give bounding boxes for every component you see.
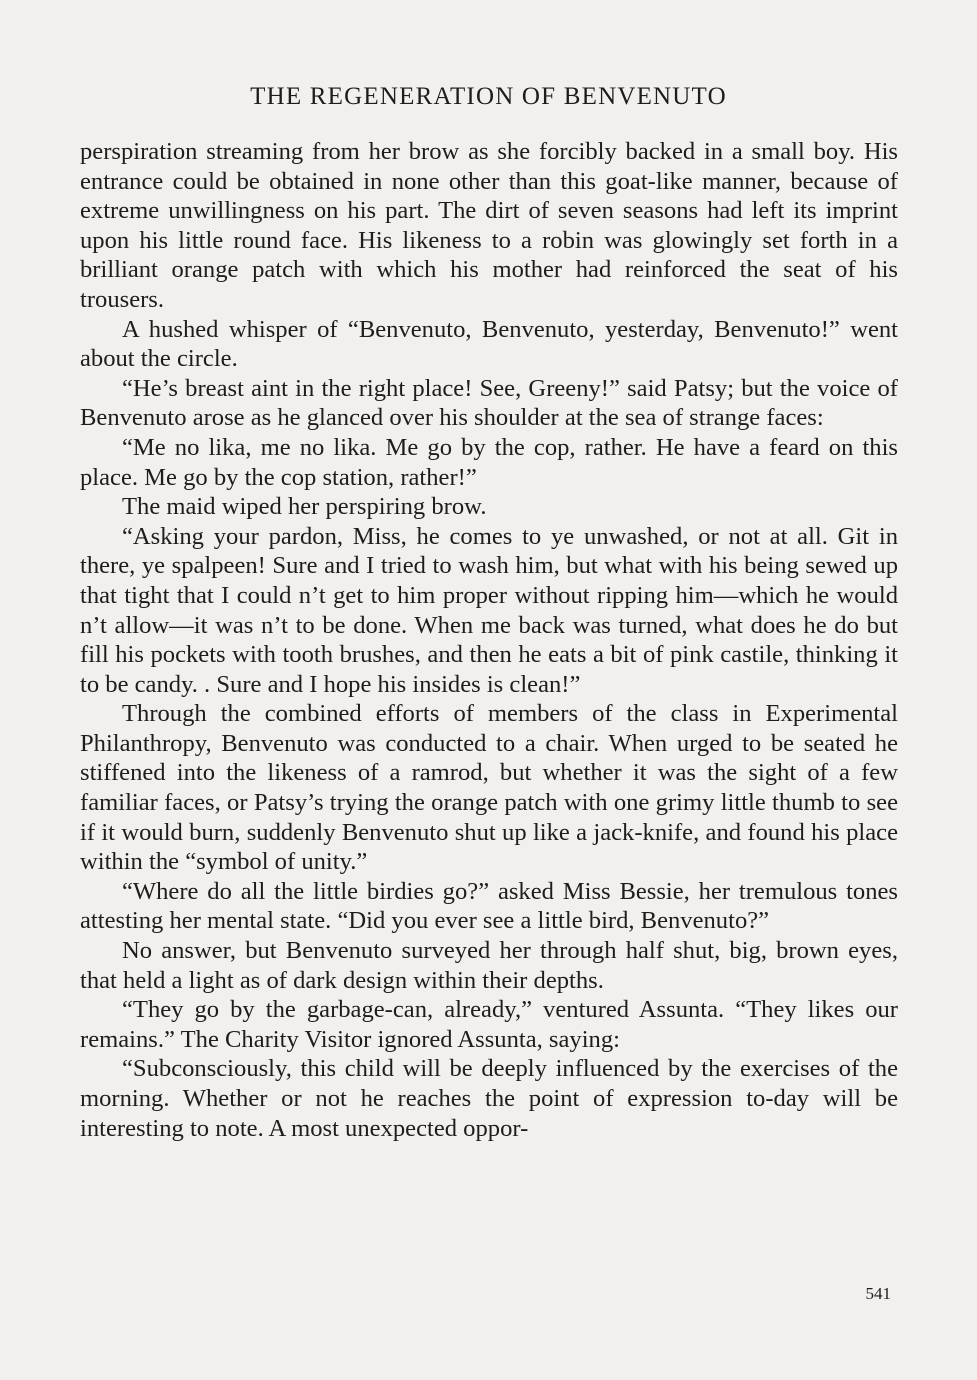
paragraph: Through the combined efforts of members of the class in Experimental Philanthropy, Benvenuto was conducted to a chair. When urged to be seated he stiffened into the likeness of a ramrod, but whether it was the sight of a few familiar faces, or Patsy’s trying the orange patch with one grimy little thumb to see if it would burn, suddenly Benvenuto shut up like a jack-knife, and found his place within the “symbol of unity.”	[80, 700, 898, 876]
paragraph: “Asking your pardon, Miss, he comes to ye unwashed, or not at all. Git in there, ye spalpeen! Sure and I tried to wash him, but what with his being sewed up that tight that I could n’t get to him proper without ripping him—which he would n’t allow—it was n’t to be done. When me back was turned, what does he do but fill his pockets with tooth brushes, and then he eats a bit of pink castile, thinking it to be candy. . Sure and I hope his insides is clean!”	[80, 522, 898, 698]
running-head: THE REGENERATION OF BENVENUTO	[250, 83, 727, 110]
paragraph-continued: perspiration streaming from her brow as she forcibly backed in a small boy. His entrance could be obtained in none other than this goat-like manner, because of extreme unwillingness on his part. The dirt of seven seasons had left its imprint upon his little round face. His likeness to a robin was glowingly set forth in a brilliant orange patch with which his mother had reinforced the seat of his trousers.	[80, 138, 898, 313]
paragraph: “Where do all the little birdies go?” asked Miss Bessie, her tremulous tones attesting her mental state. “Did you ever see a little bird, Benvenuto?”	[80, 877, 898, 935]
paragraph: “Me no lika, me no lika. Me go by the cop, rather. He have a feard on this place. Me go by the cop station, rather!”	[80, 433, 898, 491]
paragraph: A hushed whisper of “Benvenuto, Benvenuto, yesterday, Benvenuto!” went about the circle.	[80, 315, 898, 373]
paragraph: No answer, but Benvenuto surveyed her through half shut, big, brown eyes, that held a light as of dark design within their depths.	[80, 937, 898, 994]
paragraph: “Subconsciously, this child will be deeply influenced by the exercises of the morning. Whether or not he reaches the point of expression to-day will be interesting to note. A most unexpected oppor-	[80, 1055, 898, 1142]
paragraph: “They go by the garbage-can, already,” ventured Assunta. “They likes our remains.” The Charity Visitor ignored Assunta, saying:	[80, 996, 898, 1053]
page-number: 541	[865, 1284, 891, 1303]
paragraph: “He’s breast aint in the right place! See, Greeny!” said Patsy; but the voice of Benvenuto arose as he glanced over his shoulder at the sea of strange faces:	[80, 374, 898, 432]
body-text	[80, 137, 898, 1143]
paragraph: The maid wiped her perspiring brow.	[122, 493, 487, 521]
